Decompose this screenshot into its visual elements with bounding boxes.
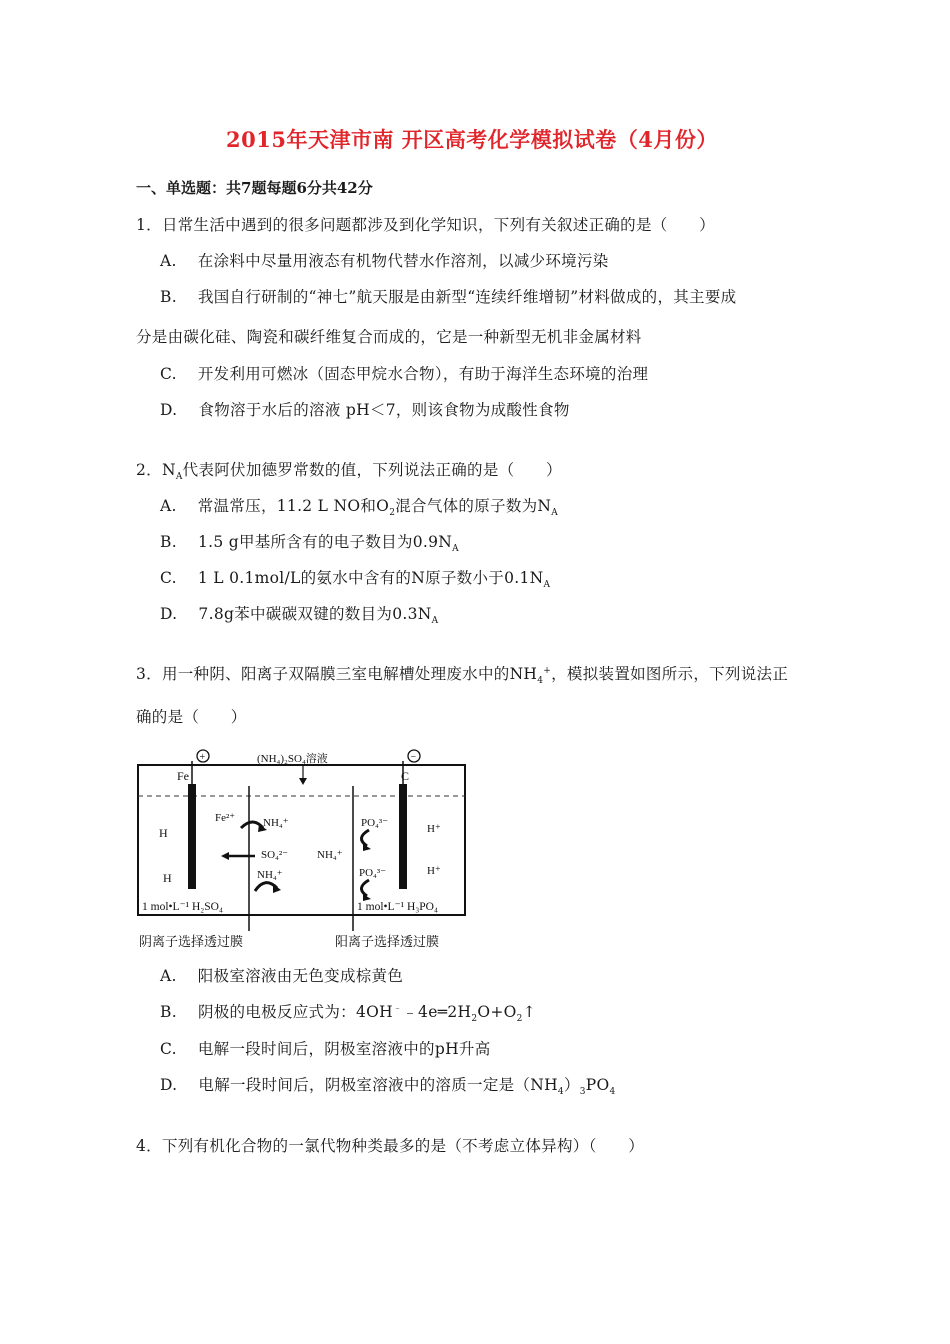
question-1-option-b-cont: 分是由碳化硅、陶瓷和碳纤维复合而成的，它是一种新型无机非金属材料	[136, 328, 642, 346]
question-3-option-d: D. 电解一段时间后，阴极室溶液中的溶质一定是$(NH_4)_3PO_4$	[160, 1076, 616, 1098]
svg-text:(NH₄)₂SO₄溶液: (NH₄)₂SO₄溶液	[257, 753, 328, 765]
question-3-stem: 3．用一种阴、阳离子双隔膜三室电解槽处理废水中的$NH_4^+$，模拟装置如图所示，下列说法正	[136, 665, 789, 687]
so4-migration-arrow-icon	[221, 852, 229, 860]
svg-text:阴离子选择透过膜: 阴离子选择透过膜	[139, 934, 244, 949]
fe-electrode	[188, 784, 196, 889]
svg-text:1 mol•L⁻¹ H₃PO₄: 1 mol•L⁻¹ H₃PO₄	[357, 901, 438, 913]
question-2-option-b: B. 1.5 g甲基所含有的电子数目为$0.9N_A$	[160, 533, 459, 555]
question-4-stem: 4．下列有机化合物的一氯代物种类最多的是（不考虑立体异构）（ ）	[136, 1137, 645, 1155]
svg-text:H⁺: H⁺	[427, 823, 441, 835]
svg-text:−: −	[410, 752, 417, 763]
question-1-option-b: B. 我国自行研制的“神七”航天服是由新型“连续纤维增韧”材料做成的，其主要成	[160, 288, 737, 306]
po4-migration-arrow-icon	[361, 830, 369, 846]
question-2-stem: 2．$N_A$代表阿伏加德罗常数的值，下列说法正确的是（ ）	[136, 461, 562, 483]
page-title: 2015年天津市南 开区高考化学模拟试卷（4月份）	[226, 127, 718, 152]
svg-text:PO₄³⁻: PO₄³⁻	[359, 867, 387, 879]
question-2-option-c: C. 1 L 0.1mol/L的氨水中含有的N原子数小于$0.1N_A$	[160, 569, 551, 591]
svg-text:H: H	[159, 826, 168, 840]
svg-text:C: C	[401, 769, 410, 783]
svg-text:PO₄³⁻: PO₄³⁻	[361, 817, 389, 829]
electrolysis-diagram	[137, 746, 469, 952]
question-2-option-a: A. 常温常压，11.2 L NO和$O_2$混合气体的原子数为$N_A$	[160, 497, 559, 519]
question-1-option-d: D. 食物溶于水后的溶液 pH＜7，则该食物为成酸性食物	[160, 401, 570, 419]
question-1-option-a: A. 在涂料中尽量用液态有机物代替水作溶剂，以减少环境污染	[160, 252, 609, 270]
svg-text:NH₄⁺: NH₄⁺	[263, 817, 289, 829]
svg-text:H⁺: H⁺	[427, 865, 441, 877]
question-3-option-c: C. 电解一段时间后，阴极室溶液中的pH升高	[160, 1040, 491, 1058]
question-3-stem-cont: 确的是（ ）	[136, 708, 247, 726]
section-heading: 一、单选题：共7题每题6分共42分	[136, 179, 373, 197]
question-1-stem: 1．日常生活中遇到的很多问题都涉及到化学知识，下列有关叙述正确的是（ ）	[136, 216, 715, 234]
svg-text:NH₄⁺: NH₄⁺	[317, 849, 343, 861]
svg-text:+: +	[199, 752, 206, 763]
svg-text:NH₄⁺: NH₄⁺	[257, 869, 283, 881]
svg-text:SO₄²⁻: SO₄²⁻	[261, 849, 289, 861]
question-3-option-b: B. 阴极的电极反应式为：$4OH^﹣﹣4e═2H_2O+O_2↑$	[160, 1003, 536, 1025]
svg-text:1 mol•L⁻¹ H₂SO₄: 1 mol•L⁻¹ H₂SO₄	[142, 901, 223, 913]
inlet-arrow-icon	[299, 778, 307, 785]
question-1-option-c: C. 开发利用可燃冰（固态甲烷水合物），有助于海洋生态环境的治理	[160, 365, 649, 383]
svg-text:阳离子选择透过膜: 阳离子选择透过膜	[335, 934, 440, 949]
svg-text:H: H	[163, 871, 172, 885]
question-2-option-d: D. 7.8g苯中碳碳双键的数目为$0.3N_A$	[160, 605, 439, 627]
svg-text:Fe: Fe	[177, 769, 189, 783]
svg-text:Fe²⁺: Fe²⁺	[215, 812, 236, 824]
question-3-option-a: A. 阳极室溶液由无色变成棕黄色	[160, 967, 404, 985]
c-electrode	[399, 784, 407, 889]
